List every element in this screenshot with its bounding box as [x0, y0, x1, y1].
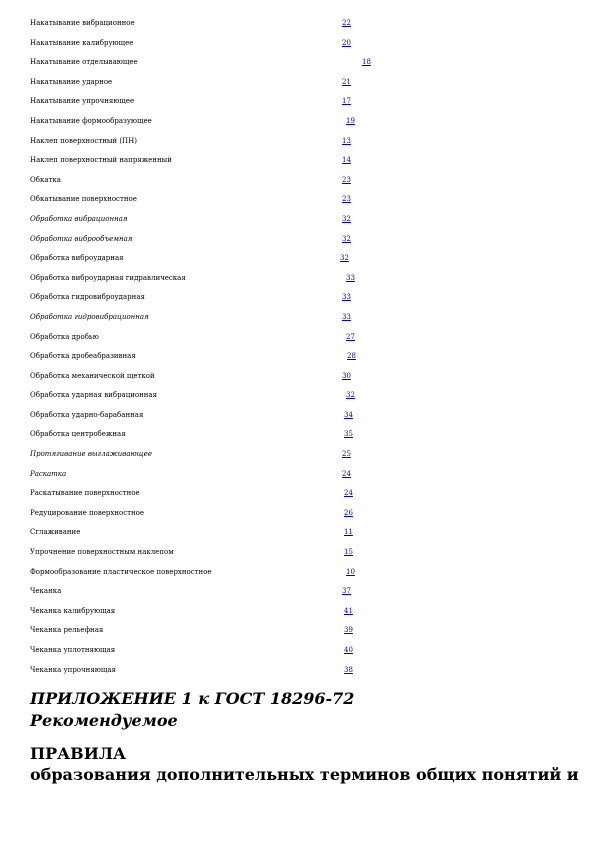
- index-term: Обработка гидровибрационная: [30, 312, 149, 321]
- index-page-link[interactable]: 27: [346, 332, 355, 341]
- index-term: Обработка дробью: [30, 332, 99, 341]
- index-term: Наклеп поверхностный (ПН): [30, 136, 137, 145]
- index-entry: [30, 190, 590, 210]
- index-entry: [30, 425, 590, 445]
- index-term: Раскатывание поверхностное: [30, 489, 140, 498]
- index-entry: [30, 34, 590, 54]
- index-entry: [30, 406, 590, 426]
- index-term: Обкатывание поверхностное: [30, 195, 137, 204]
- index-entry: [30, 14, 590, 34]
- index-entry: [30, 112, 590, 132]
- index-page-link[interactable]: 38: [344, 665, 353, 674]
- index-page-link[interactable]: 34: [344, 410, 353, 419]
- index-page-link[interactable]: 32: [342, 214, 351, 223]
- index-term: Обработка виброобъемная: [30, 234, 133, 243]
- index-page-link[interactable]: 20: [342, 38, 351, 47]
- index-term: Раскатка: [30, 469, 67, 478]
- index-entry: [30, 308, 590, 328]
- index-page-link[interactable]: 32: [346, 391, 355, 400]
- index-entry: [30, 73, 590, 93]
- index-entry: [30, 210, 590, 230]
- index-entry: [30, 602, 590, 622]
- rules-heading: ПРАВИЛА: [30, 744, 126, 763]
- index-term: Чеканка калибрующая: [30, 606, 116, 615]
- index-term: Накатывание упрочняющее: [30, 97, 135, 106]
- index-term: Обработка виброударная гидравлическая: [30, 273, 186, 282]
- index-entry: [30, 171, 590, 191]
- index-entry: [30, 641, 590, 661]
- index-entry: [30, 347, 590, 367]
- index-term: Обработка ударно-барабанная: [30, 410, 144, 419]
- index-term: Редуцирование поверхностное: [30, 508, 145, 517]
- index-page-link[interactable]: 30: [342, 371, 351, 380]
- index-page-link[interactable]: 40: [344, 646, 353, 654]
- index-page-link[interactable]: 21: [342, 77, 351, 86]
- index-term: Накатывание вибрационное: [30, 19, 135, 27]
- index-entry: [30, 249, 590, 269]
- index-term: Упрочнение поверхностным наклепом: [30, 548, 174, 557]
- index-page-link[interactable]: 26: [344, 508, 353, 517]
- index-entry: [30, 269, 590, 289]
- index-page-link[interactable]: 11: [344, 528, 353, 537]
- index-entry: [30, 230, 590, 250]
- rules-subtitle: образования дополнительных терминов общих понятий и: [30, 765, 579, 784]
- index-entry: [30, 367, 590, 387]
- index-page-link[interactable]: 10: [346, 567, 355, 576]
- index-entry: [30, 661, 590, 681]
- index-term: Чеканка рельефная: [30, 626, 104, 635]
- rules-section: [30, 743, 590, 785]
- index-term: Обработка центробежная: [30, 430, 126, 439]
- index-page-link[interactable]: 33: [342, 293, 351, 302]
- index-page-link[interactable]: 33: [346, 273, 355, 282]
- index-entry: [30, 328, 590, 348]
- index-entry: [30, 563, 590, 583]
- index-entry: [30, 523, 590, 543]
- index-term: Наклеп поверхностный напряженный: [30, 156, 172, 165]
- index-term: Накатывание отделывающее: [30, 58, 138, 67]
- index-term: Обкатка: [30, 175, 61, 184]
- index-term: Накатывание формообразующее: [30, 116, 152, 125]
- index-entry: [30, 445, 590, 465]
- index-page-link[interactable]: 37: [342, 587, 351, 596]
- index-entry: [30, 92, 590, 112]
- index-entry: [30, 543, 590, 563]
- index-page-link[interactable]: 13: [342, 136, 351, 145]
- index-entry: [30, 151, 590, 171]
- index-page-link[interactable]: 35: [344, 430, 353, 439]
- index-term: Обработка вибрационная: [30, 214, 128, 223]
- index-entry: [30, 465, 590, 485]
- index-page-link[interactable]: 39: [344, 626, 353, 635]
- index-term: Формообразование пластическое поверхностное: [30, 567, 212, 576]
- index-entry: [30, 621, 590, 641]
- index-term: Обработка дробеабразивная: [30, 352, 136, 361]
- index-term: Обработка гидровиброударная: [30, 293, 145, 302]
- index-entry: [30, 484, 590, 504]
- appendix-status: Рекомендуемое: [30, 711, 178, 730]
- index-page-link[interactable]: 32: [340, 254, 349, 263]
- index-entry: [30, 582, 590, 602]
- index-page-link[interactable]: 33: [342, 312, 351, 321]
- index-entry: [30, 504, 590, 524]
- index-page-link[interactable]: 17: [342, 97, 351, 106]
- index-entry: [30, 53, 590, 73]
- index-term: Чеканка уплотняющая: [30, 646, 116, 654]
- index-page-link[interactable]: 24: [344, 489, 353, 498]
- appendix-title: ПРИЛОЖЕНИЕ 1 к ГОСТ 18296-72: [30, 689, 355, 708]
- index-term: Протягивание выглаживающее: [30, 450, 152, 459]
- index-page-link[interactable]: 23: [342, 175, 351, 184]
- index-term: Накатывание ударное: [30, 77, 113, 86]
- index-entry: [30, 132, 590, 152]
- index-term: Обработка механической щеткой: [30, 371, 155, 380]
- index-entry: [30, 386, 590, 406]
- index-term: Чеканка: [30, 587, 62, 596]
- index-page-link[interactable]: 23: [342, 195, 351, 204]
- index-term: Чеканка упрочняющая: [30, 665, 116, 674]
- index-page-link[interactable]: 18: [362, 58, 371, 67]
- index-page-link[interactable]: 14: [342, 156, 351, 165]
- index-term: Обработка ударная вибрационная: [30, 391, 158, 400]
- index-term: Обработка виброударная: [30, 254, 124, 263]
- index-page-link[interactable]: 25: [342, 450, 351, 459]
- appendix-header: [30, 688, 590, 732]
- index-term: Сглаживание: [30, 528, 81, 537]
- index-entry: [30, 288, 590, 308]
- index-page-link[interactable]: 15: [344, 548, 353, 557]
- index-page-link[interactable]: 24: [342, 469, 351, 478]
- index-term: Накатывание калибрующее: [30, 38, 134, 47]
- index-page-link[interactable]: 32: [342, 234, 351, 243]
- index-page-link[interactable]: 22: [342, 19, 351, 27]
- index-page-link[interactable]: 41: [344, 606, 353, 615]
- index-page-link[interactable]: 19: [346, 116, 355, 125]
- alphabetical-index: [30, 14, 590, 680]
- index-page-link[interactable]: 28: [347, 352, 356, 361]
